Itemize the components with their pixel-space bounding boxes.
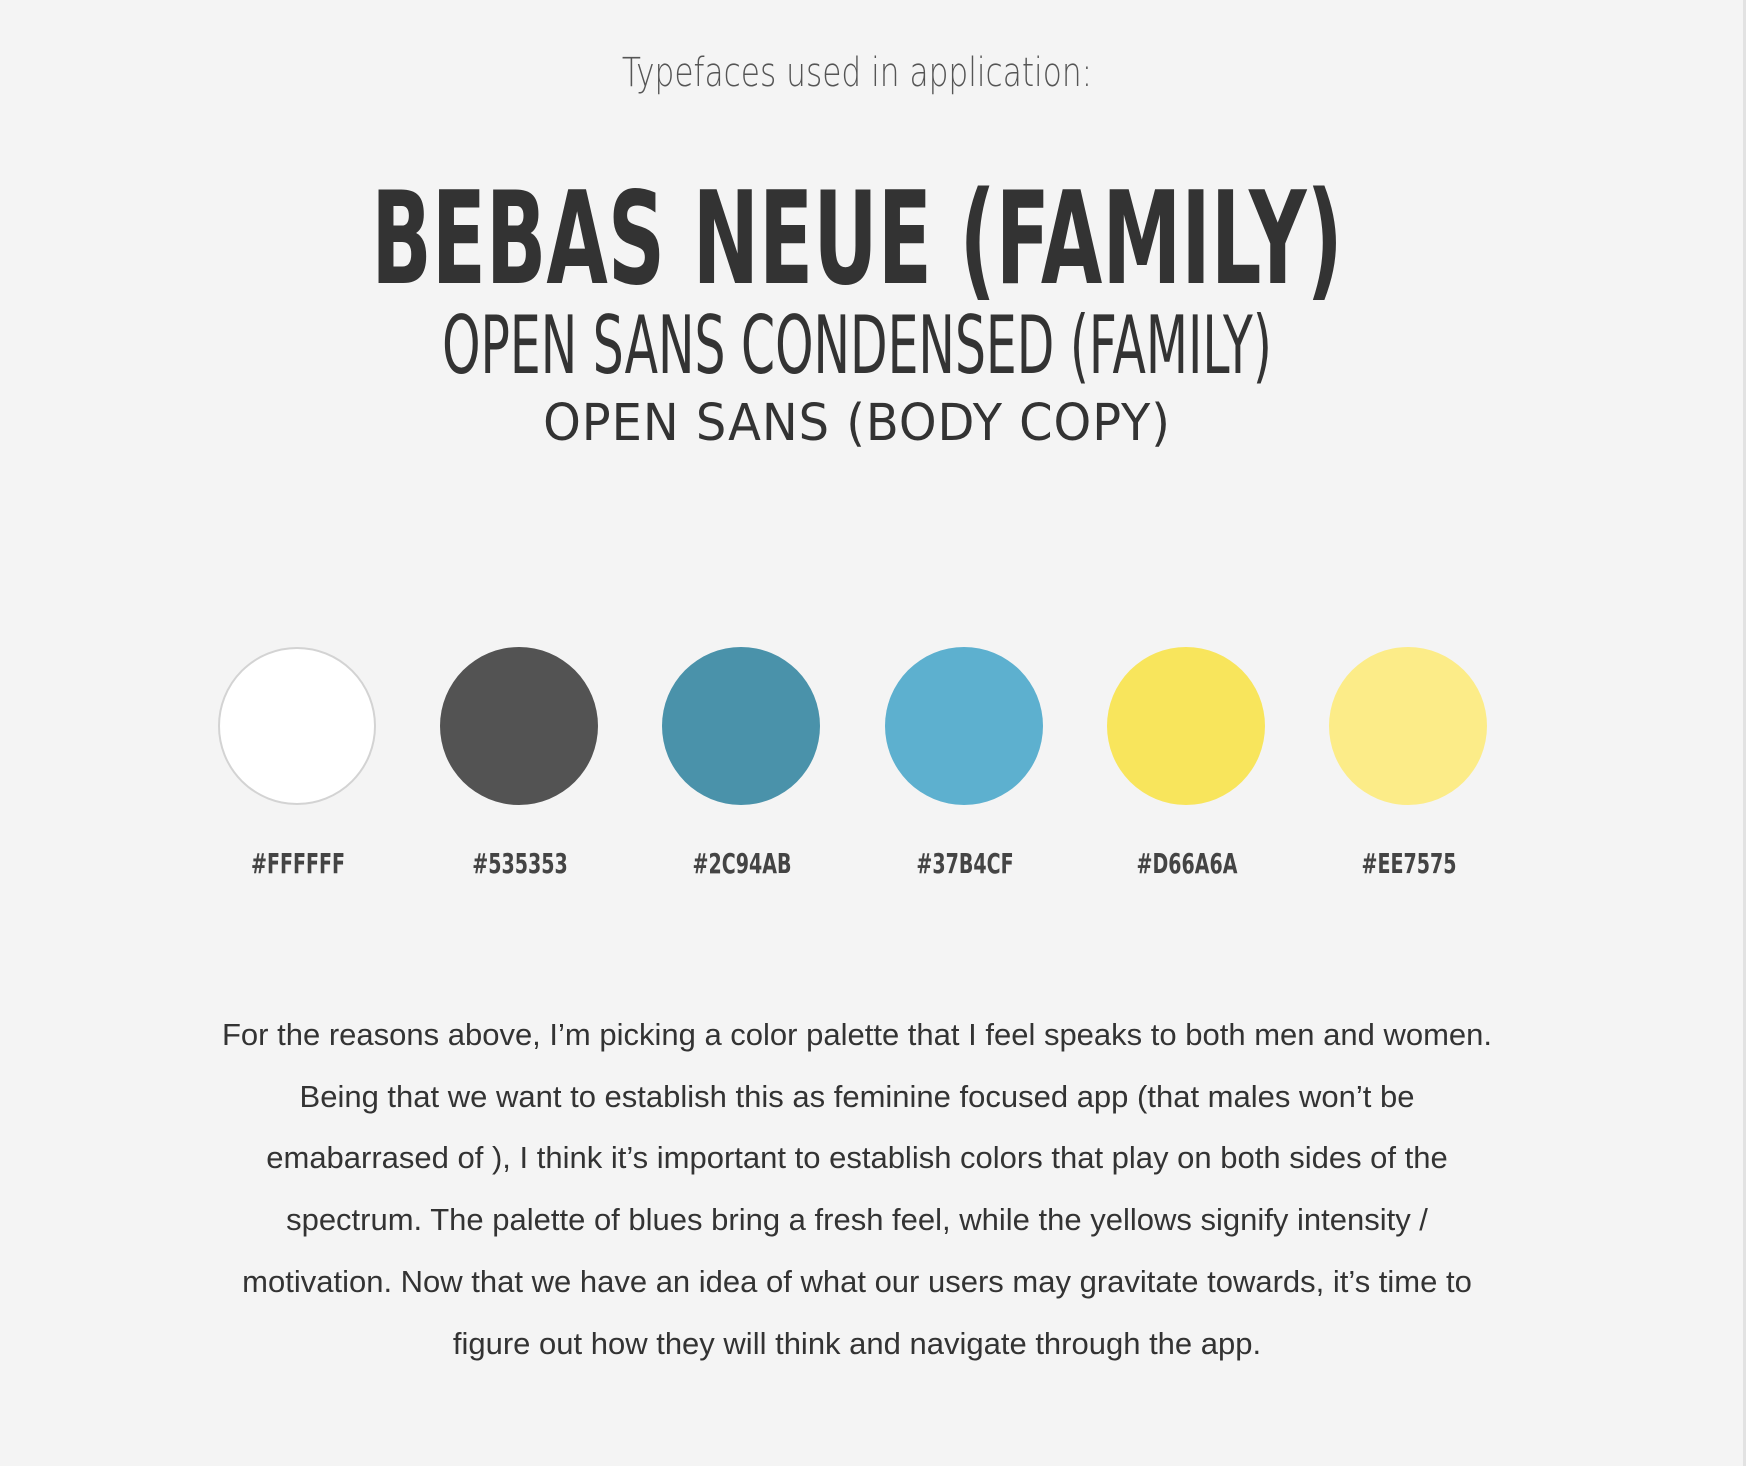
color-circle — [218, 647, 376, 805]
color-code-label: #37B4CF — [916, 847, 1014, 880]
color-swatch — [885, 647, 1045, 887]
body-paragraph: For the reasons above, I’m picking a color palette that I feel speaks to both men and women. Being that we want to establish this as feminine focused app (that males won’t be emabarrased of ), I think it’s important to establish colors that play on both sides of the spectrum. The palette of blues bring a fresh feel, while the yellows signify intensity / motivation. Now that we have an idea of what our users may gravitate towards, it’s time to figure out how they will think and navigate through the app. — [222, 1017, 1492, 1361]
section-intro-heading: Typefaces used in application: — [621, 50, 1093, 96]
color-circle — [662, 647, 820, 805]
color-circle — [1107, 647, 1265, 805]
color-swatch — [440, 647, 600, 887]
color-code-label: #2C94AB — [692, 847, 792, 880]
color-code-label: #535353 — [472, 847, 568, 880]
typeface-list — [0, 165, 1714, 454]
typeface-primary: BEBAS NEUE (FAMILY) — [371, 165, 1343, 314]
typeface-secondary: OPEN SANS CONDENSED (FAMILY) — [442, 299, 1272, 392]
color-palette — [218, 647, 1558, 887]
color-swatch — [218, 647, 378, 887]
color-circle — [1329, 647, 1487, 805]
color-code-label: #EE7575 — [1361, 847, 1457, 880]
color-code-label: #FFFFFF — [250, 847, 345, 880]
color-circle — [440, 647, 598, 805]
color-circle — [885, 647, 1043, 805]
color-swatch — [662, 647, 822, 887]
color-swatch — [1329, 647, 1489, 887]
typeface-body: OPEN SANS (BODY COPY) — [543, 394, 1171, 453]
color-code-label: #D66A6A — [1136, 847, 1238, 880]
color-swatch — [1107, 647, 1267, 887]
